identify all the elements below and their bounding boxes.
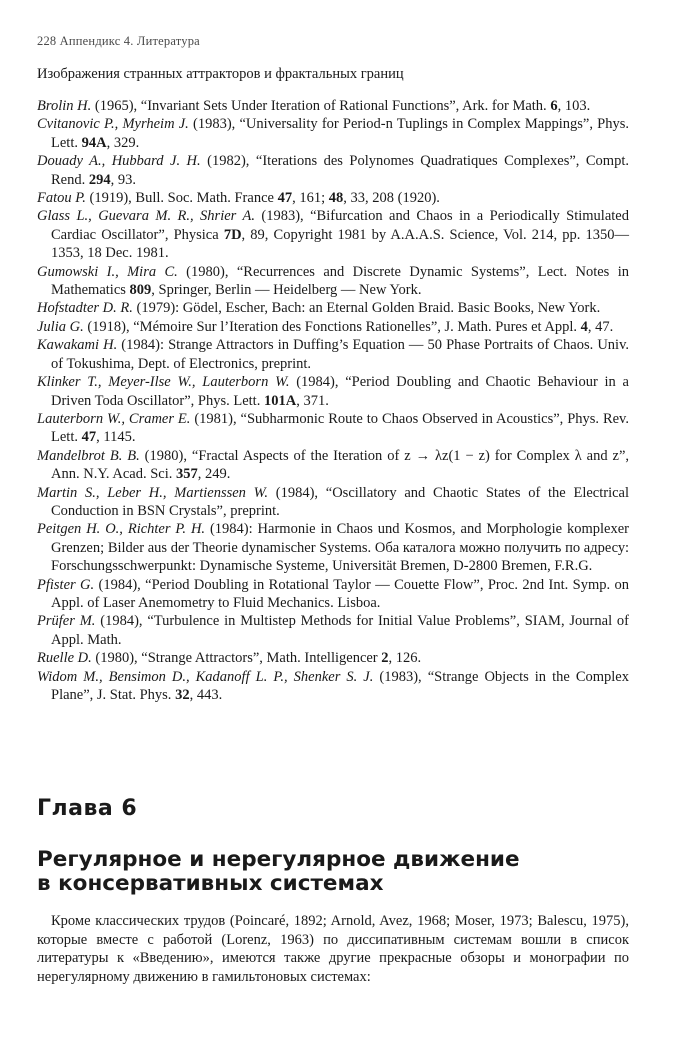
chapter-title: [37, 848, 637, 896]
reference-author: Lauterborn W., Cramer E.: [37, 410, 191, 427]
reference-volume: 94A: [81, 134, 107, 151]
running-head: 228 Аппендикс 4. Литература: [37, 34, 200, 48]
reference-author: Glass L., Guevara M. R., Shrier A.: [37, 208, 255, 225]
reference-text-tail: , 443.: [189, 687, 223, 703]
reference-entry: [37, 612, 629, 649]
reference-volume: 47: [81, 429, 97, 446]
reference-list: [37, 97, 629, 704]
reference-volume: 294: [88, 171, 111, 188]
reference-text-tail: , 371.: [296, 392, 329, 409]
reference-entry: [37, 97, 629, 115]
reference-text-tail: , Springer, Berlin — Heidelberg — New York.: [151, 282, 422, 299]
reference-entry: [37, 189, 629, 207]
reference-text: (1984), “Oscillatory and Chaotic States of the Electrical Conduction in BSN Crystals”, preprint.: [51, 484, 630, 519]
reference-author: Klinker T., Meyer-Ilse W., Lauterborn W.: [37, 374, 290, 391]
reference-text: (1983), “Bifurcation and Chaos in a Periodically Stimulated Cardiac Oscillator”, Physica: [51, 208, 629, 243]
reference-volume: 357: [176, 466, 198, 483]
chapter-title-line-1: Регулярное и нерегулярное движение: [37, 847, 520, 872]
reference-author: Peitgen H. O., Richter P. H.: [37, 521, 206, 538]
reference-entry: [37, 520, 629, 575]
chapter-label: Глава 6: [37, 796, 138, 821]
reference-text-tail: , 329.: [106, 134, 140, 151]
reference-text-tail-2: , 33, 208 (1920).: [343, 190, 440, 207]
reference-text: (1982), “Iterations des Polynomes Quadratiques Complexes”, Compt. Rend.: [51, 153, 629, 188]
reference-author: Martin S., Leber H., Martienssen W.: [37, 484, 269, 501]
reference-author: Prüfer M.: [37, 613, 96, 630]
reference-text: (1984), “Period Doubling in Rotational Taylor — Couette Flow”, Proc. 2nd Int. Symp. on Appl. of Laser Anemometry to Fluid Mechanics. Lisboa.: [51, 576, 629, 611]
reference-text: (1984): Harmonie in Chaos und Kosmos, and Morphologie komplexer Grenzen; Bilder aus der Theorie dynamischer Systems. Оба каталога можно получить по адресу: Forschungsschwerpunkt: Dynamische Systeme, Universität Bremen, D-2800 Bremen, F.R.G.: [51, 521, 629, 575]
chapter-title-line-2: в консервативных системах: [37, 871, 384, 896]
reference-author: Gumowski I., Mira C.: [37, 263, 178, 280]
reference-entry: [37, 484, 629, 521]
reference-author: Fatou P.: [37, 190, 86, 207]
intro-paragraph: Кроме классических трудов (Poincaré, 1892; Arnold, Avez, 1968; Moser, 1973; Balescu, 1975), которые вместе с работой (Lorenz, 1963) по диссипативным системам вошли в список литературы к «Введению», имеются также другие прекрасные обзоры и монографии по нерегулярному движению в гамильтоновых системах:: [37, 913, 629, 985]
reference-entry: [37, 263, 629, 300]
reference-author: Brolin H.: [37, 98, 92, 114]
reference-text-tail: , 47.: [587, 318, 614, 335]
reference-text: (1983), “Strange Objects in the Complex Plane”, J. Stat. Phys.: [51, 668, 629, 703]
reference-author: Douady A., Hubbard J. H.: [37, 153, 201, 170]
reference-entry: [37, 207, 629, 262]
reference-volume-2: 48: [328, 190, 344, 207]
reference-text: (1980), “Recurrences and Discrete Dynamic Systems”, Lect. Notes in Mathematics: [51, 263, 629, 299]
reference-entry: [37, 576, 629, 613]
reference-volume: 6: [550, 98, 558, 114]
reference-author: Pfister G.: [37, 576, 95, 593]
reference-text: (1965), “Invariant Sets Under Iteration of Rational Functions”, Ark. for Math.: [91, 98, 551, 114]
reference-text: (1918), “Mémoire Sur l’Iteration des Fonctions Rationelles”, J. Math. Pures et Appl.: [83, 318, 581, 335]
reference-text: (1980), “Fractal Aspects of the Iteration of z → λz(1 − z) for Complex λ and z”, Ann. N.Y. Acad. Sci.: [51, 447, 630, 483]
reference-author: Mandelbrot B. B.: [37, 447, 140, 464]
reference-entry: [37, 336, 629, 373]
reference-text: (1984), “Period Doubling and Chaotic Behaviour in a Driven Toda Oscillator”, Phys. Lett.: [51, 374, 629, 409]
reference-volume: 2: [381, 650, 389, 667]
reference-text-tail: , 1145.: [96, 429, 136, 446]
reference-text: (1983), “Universality for Period-n Tuplings in Complex Mappings”, Phys. Lett.: [51, 116, 629, 151]
reference-entry: [37, 115, 629, 152]
reference-text: (1984), “Turbulence in Multistep Methods for Initial Value Problems”, SIAM, Journal of Appl. Math.: [51, 613, 630, 648]
reference-text: (1981), “Subharmonic Route to Chaos Observed in Acoustics”, Phys. Rev. Lett.: [51, 410, 629, 446]
reference-entry: [37, 299, 629, 317]
reference-entry: [37, 649, 629, 667]
reference-text: (1980), “Strange Attractors”, Math. Intelligencer: [91, 650, 382, 667]
reference-text: (1919), Bull. Soc. Math. France: [85, 190, 278, 207]
reference-entry: [37, 668, 629, 705]
reference-entry: [37, 318, 629, 336]
reference-volume: 7D: [223, 226, 242, 243]
reference-entry: [37, 152, 629, 189]
reference-entry: [37, 373, 629, 410]
reference-entry: [37, 447, 629, 484]
reference-text-tail: , 249.: [197, 466, 231, 483]
reference-volume: 809: [129, 282, 152, 299]
reference-text: (1979): Gödel, Escher, Bach: an Eternal Golden Braid. Basic Books, New York.: [132, 300, 601, 317]
reference-author: Julia G.: [37, 318, 84, 335]
reference-author: Hofstadter D. R.: [37, 300, 133, 317]
reference-volume: 101A: [263, 392, 297, 409]
reference-text-tail: , 89, Copyright 1981 by A.A.A.S. Science, Vol. 214, pp. 1350—1353, 18 Dec. 1981.: [51, 226, 629, 262]
section-heading: Изображения странных аттракторов и фрактальных границ: [37, 66, 404, 82]
reference-text: (1984): Strange Attractors in Duffing’s Equation — 50 Phase Portraits of Chaos. Univ. of Tokushima, Dept. of Electronics, preprint.: [51, 337, 629, 372]
reference-volume: 47: [277, 190, 293, 207]
reference-volume: 32: [175, 687, 190, 703]
reference-text-tail: , 126.: [388, 650, 422, 667]
reference-author: Ruelle D.: [37, 650, 92, 667]
reference-author: Cvitanovic P., Myrheim J.: [37, 116, 189, 133]
reference-author: Kawakami H.: [37, 337, 118, 354]
reference-author: Widom M., Bensimon D., Kadanoff L. P., Shenker S. J.: [37, 668, 374, 685]
reference-text-tail: , 93.: [110, 171, 136, 188]
reference-text-tail: , 161;: [292, 190, 329, 207]
reference-text-tail: , 103.: [557, 98, 591, 114]
reference-volume: 4: [580, 318, 588, 335]
reference-entry: [37, 410, 629, 447]
